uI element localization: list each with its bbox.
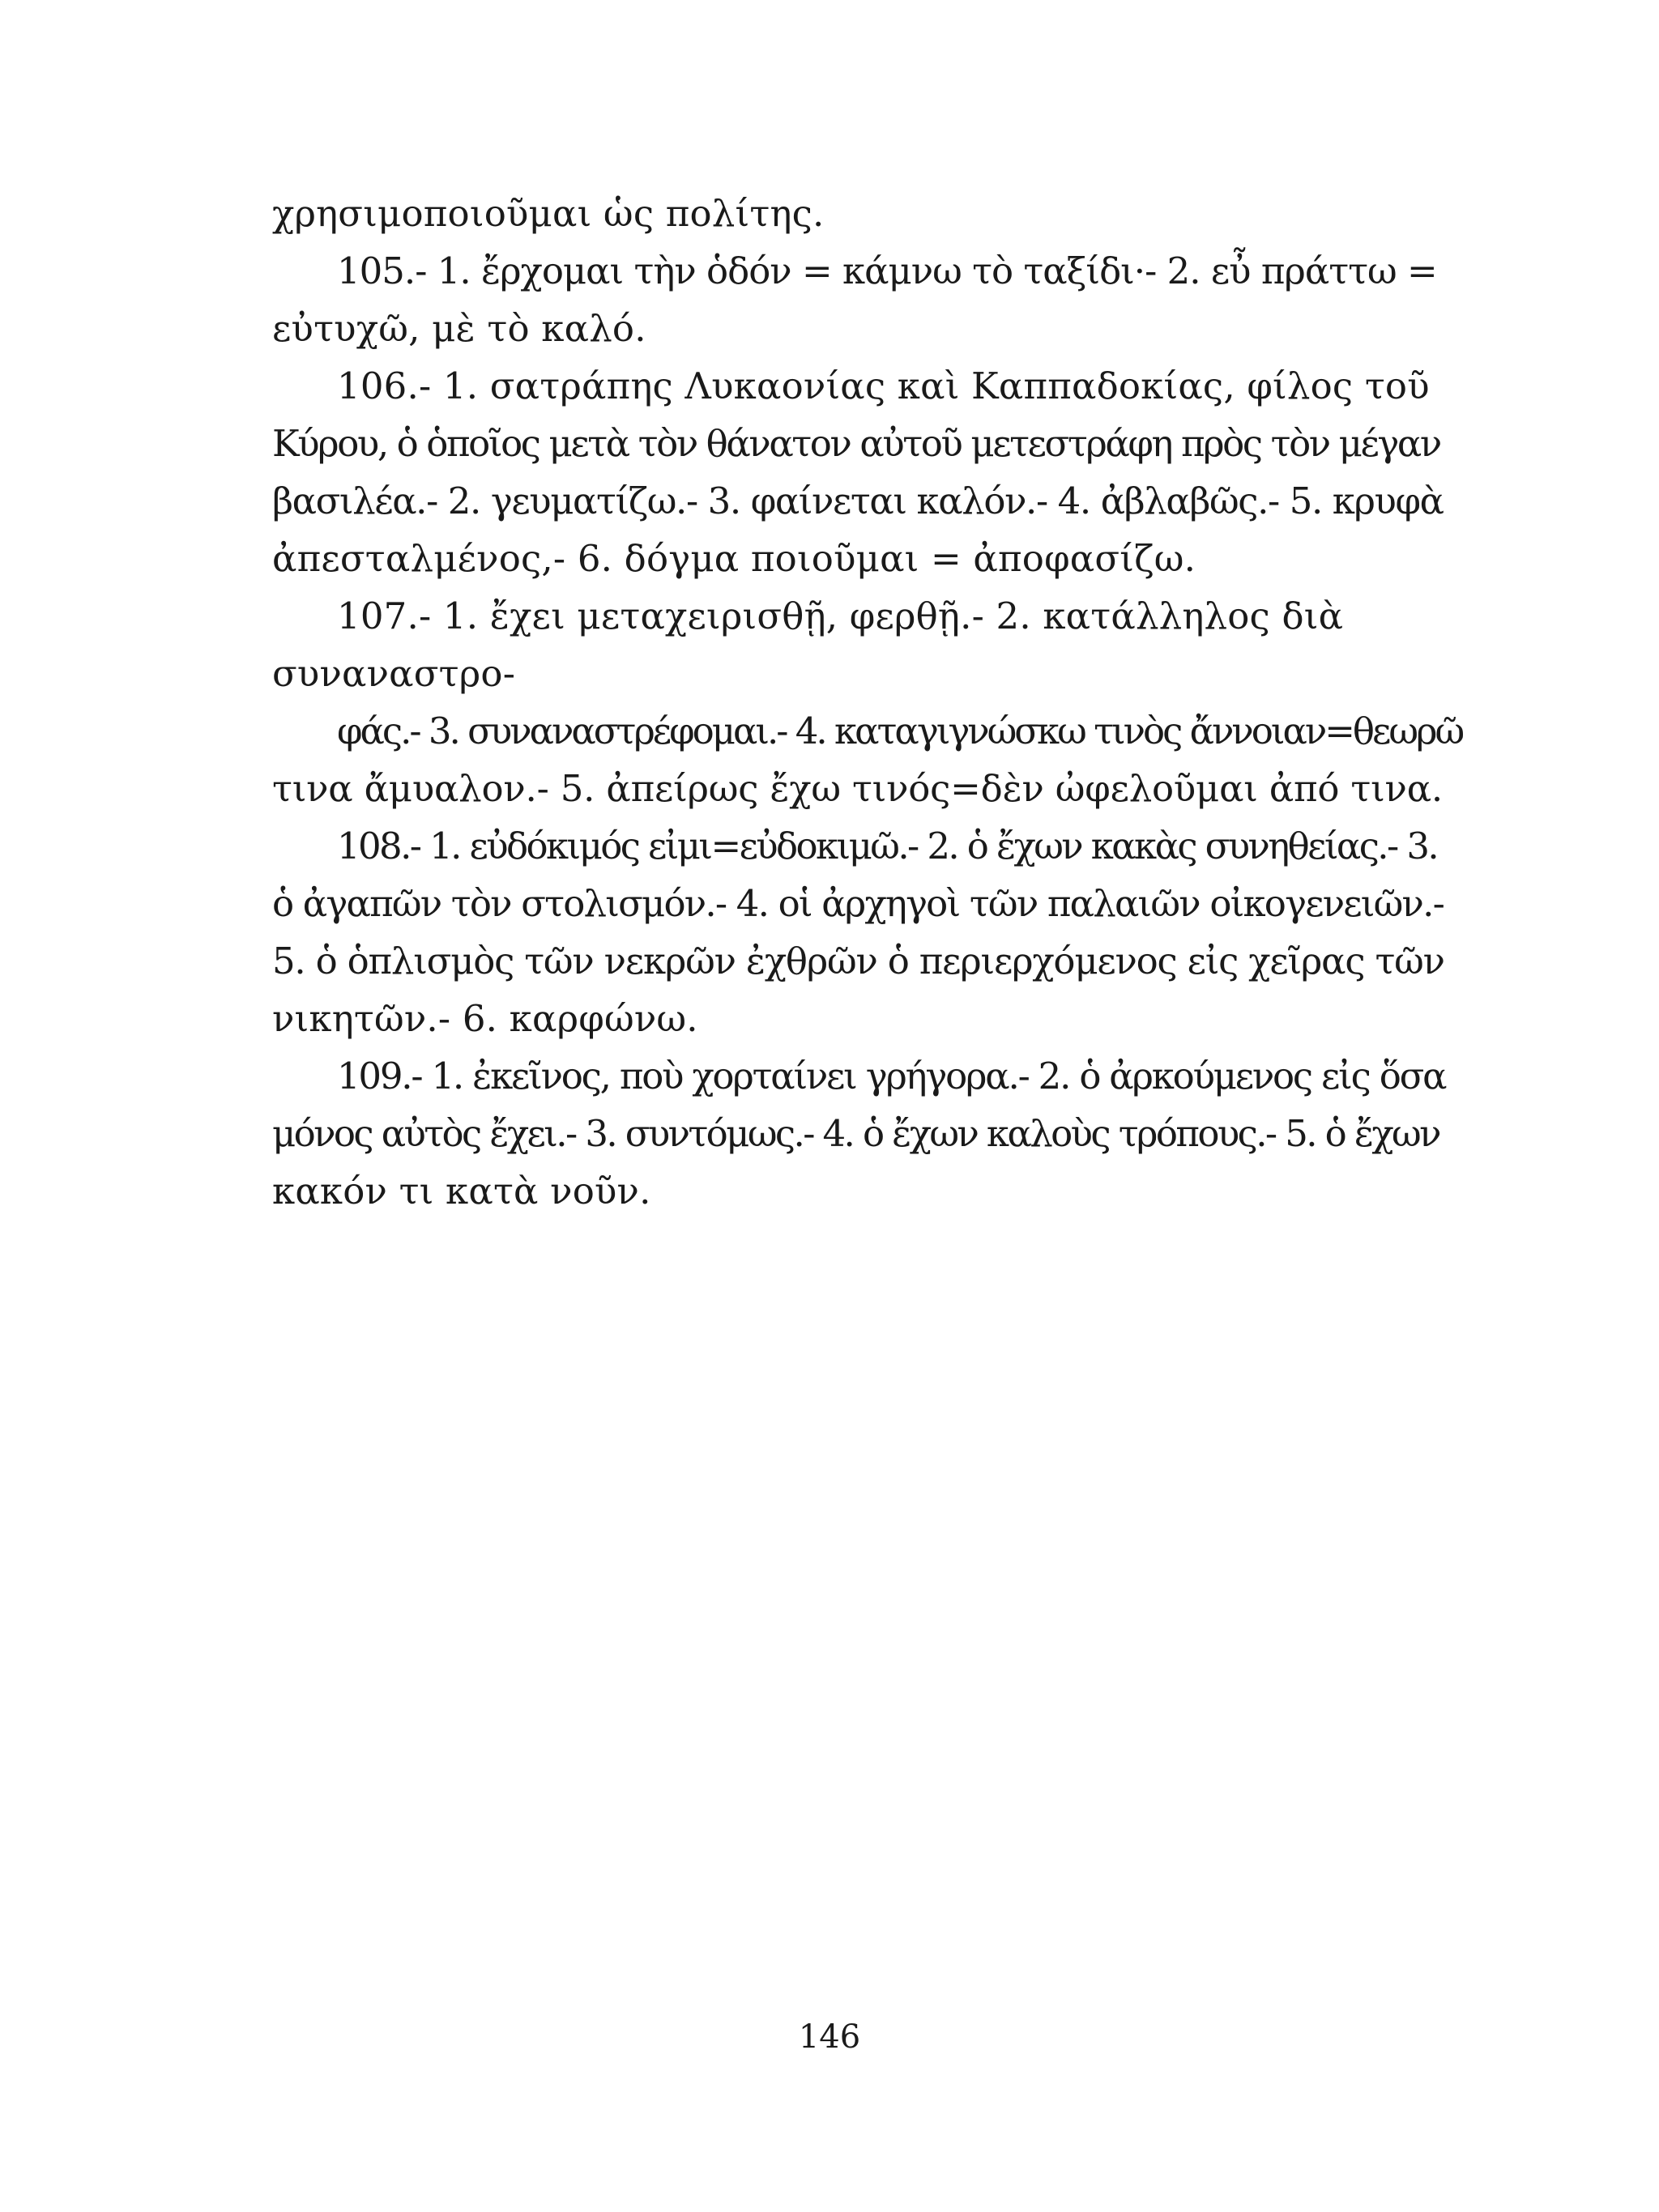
text-line: τινα ἄμυαλον.- 5. ἀπείρως ἔχω τινός=δὲν ὠφελοῦμαι ἀπό τινα. (272, 767, 1443, 810)
text-line: συναναστρο- (272, 652, 516, 695)
text-line: 107.- 1. ἔχει μεταχειρισθῇ, φερθῇ.- 2. κατάλληλος διὰ (337, 595, 1344, 637)
text-line: νικητῶν.- 6. καρφώνω. (272, 997, 698, 1040)
text-line: χρησιμοποιοῦμαι ὡς πολίτης. (272, 192, 825, 235)
text-line: μόνος αὐτὸς ἔχει.- 3. συντόμως.- 4. ὁ ἔχων καλοὺς τρόπους.- 5. ὁ ἔχων (272, 1112, 1439, 1155)
text-line: φάς.- 3. συναναστρέφομαι.- 4. καταγιγνώσκω τινὸς ἄννοιαν=θεωρῶ (337, 710, 1463, 752)
text-line: εὐτυχῶ, μὲ τὸ καλό. (272, 307, 646, 350)
text-line: 108.- 1. εὐδόκιμός εἰμι=εὐδοκιμῶ.- 2. ὁ ἔχων κακὰς συνηθείας.- 3. (337, 825, 1438, 867)
text-line: ὁ ἀγαπῶν τὸν στολισμόν.- 4. οἱ ἀρχηγοὶ τῶν παλαιῶν οἰκογενειῶν.- (272, 882, 1444, 925)
text-line: 5. ὁ ὁπλισμὸς τῶν νεκρῶν ἐχθρῶν ὁ περιερχόμενος εἰς χεῖρας τῶν (272, 940, 1444, 982)
text-line: 105.- 1. ἔρχομαι τὴν ὁδόν = κάμνω τὸ ταξίδι·- 2. εὖ πράττω = (337, 249, 1437, 292)
page-number: 146 (798, 2018, 861, 2056)
text-line: βασιλέα.- 2. γευματίζω.- 3. φαίνεται καλόν.- 4. ἀβλαβῶς.- 5. κρυφὰ (272, 479, 1444, 522)
text-line: Κύρου, ὁ ὁποῖος μετὰ τὸν θάνατον αὐτοῦ μετεστράφη πρὸς τὸν μέγαν (272, 422, 1440, 465)
text-line: 106.- 1. σατράπης Λυκαονίας καὶ Καππαδοκίας, φίλος τοῦ (337, 364, 1430, 407)
text-line: 109.- 1. ἐκεῖνος, ποὺ χορταίνει γρήγορα.- 2. ὁ ἀρκούμενος εἰς ὅσα (337, 1055, 1446, 1097)
body-text (272, 185, 1463, 1220)
text-line: κακόν τι κατὰ νοῦν. (272, 1170, 651, 1213)
text-line: ἀπεσταλμένος,- 6. δόγμα ποιοῦμαι = ἀποφασίζω. (272, 537, 1196, 580)
